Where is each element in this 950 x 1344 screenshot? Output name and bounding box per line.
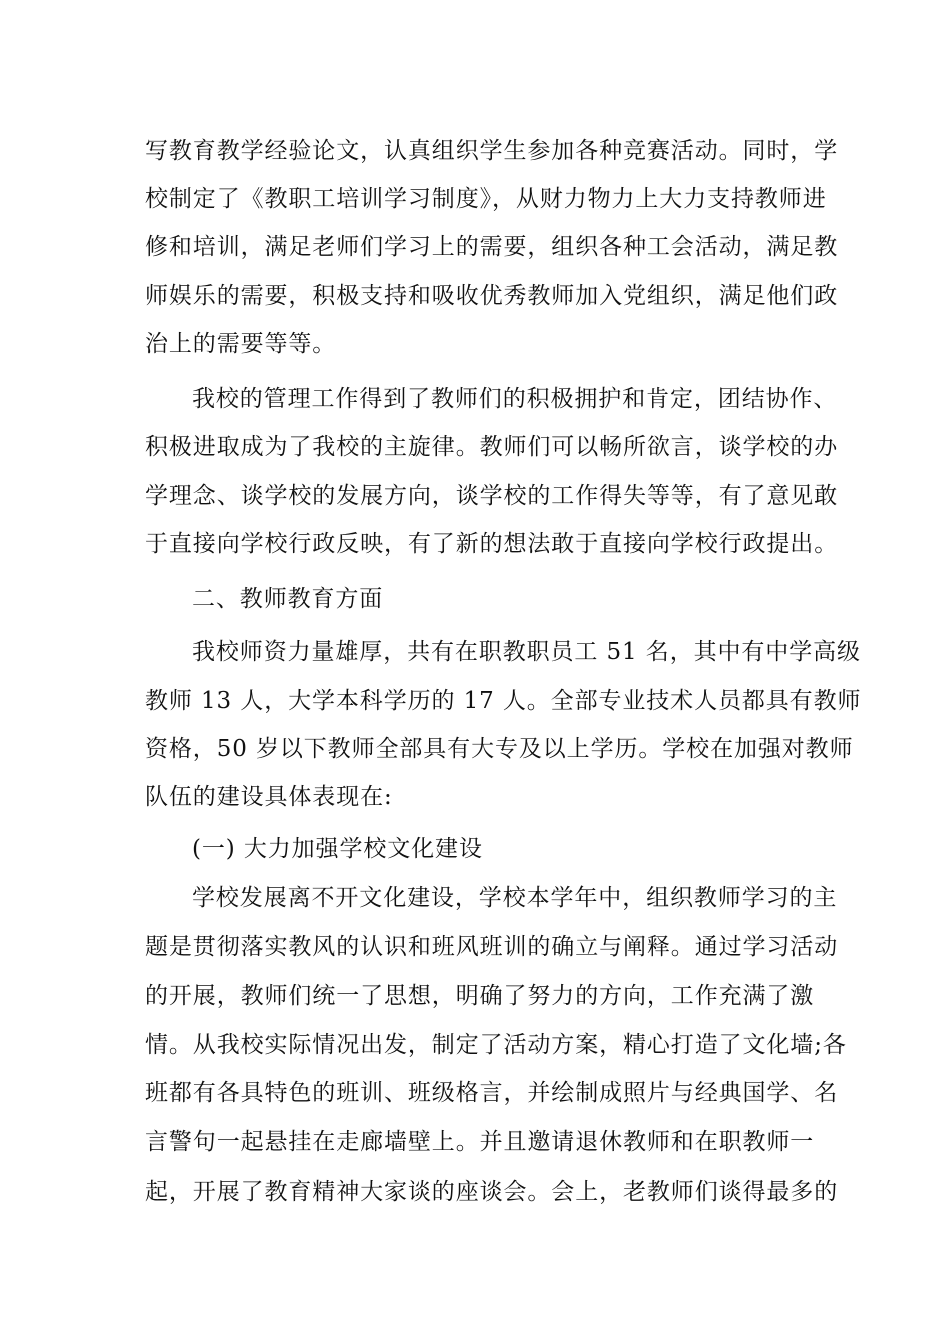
text-line: 校制定了《教职工培训学习制度》，从财力物力上大力支持教师进 [145, 186, 827, 212]
text-line: 题是贯彻落实教风的认识和班风班训的确立与阐释。通过学习活动 [145, 934, 839, 960]
text-line: 资格，50 岁以下教师全部具有大专及以上学历。学校在加强对教师 [145, 736, 854, 762]
text-line: 的开展，教师们统一了思想，明确了努力的方向，工作充满了激 [145, 983, 815, 1009]
text-line: 积极进取成为了我校的主旋律。教师们可以畅所欲言，谈学校的办 [145, 434, 839, 460]
paragraph-first-line: 学校发展离不开文化建设，学校本学年中，组织教师学习的主 [192, 885, 838, 911]
text-line: 队伍的建设具体表现在: [145, 784, 393, 810]
text-line: 班都有各具特色的班训、班级格言，并绘制成照片与经典国学、名 [145, 1080, 839, 1106]
text-line: 治上的需要等等。 [145, 331, 337, 357]
text-line: 言警句一起悬挂在走廊墙壁上。并且邀请退休教师和在职教师一 [145, 1129, 815, 1155]
subsection-heading: (一) 大力加强学校文化建设 [192, 836, 483, 862]
text-line: 教师 13 人，大学本科学历的 17 人。全部专业技术人员都具有教师 [145, 688, 862, 714]
text-line: 于直接向学校行政反映，有了新的想法敢于直接向学校行政提出。 [145, 531, 839, 557]
text-line: 修和培训，满足老师们学习上的需要，组织各种工会活动，满足教 [145, 234, 839, 260]
text-line: 师娱乐的需要，积极支持和吸收优秀教师加入党组织，满足他们政 [145, 283, 839, 309]
text-line: 情。从我校实际情况出发，制定了活动方案，精心打造了文化墙;各 [145, 1032, 847, 1058]
text-line: 学理念、谈学校的发展方向，谈学校的工作得失等等，有了意见敢 [145, 483, 839, 509]
paragraph-first-line: 我校的管理工作得到了教师们的积极拥护和肯定，团结协作、 [192, 386, 838, 412]
section-heading: 二、教师教育方面 [192, 586, 384, 612]
paragraph-first-line: 我校师资力量雄厚，共有在职教职员工 51 名，其中有中学高级 [192, 639, 861, 665]
text-line: 写教育教学经验论文，认真组织学生参加各种竞赛活动。同时，学 [145, 138, 839, 164]
text-line: 起，开展了教育精神大家谈的座谈会。会上，老教师们谈得最多的 [145, 1179, 839, 1205]
